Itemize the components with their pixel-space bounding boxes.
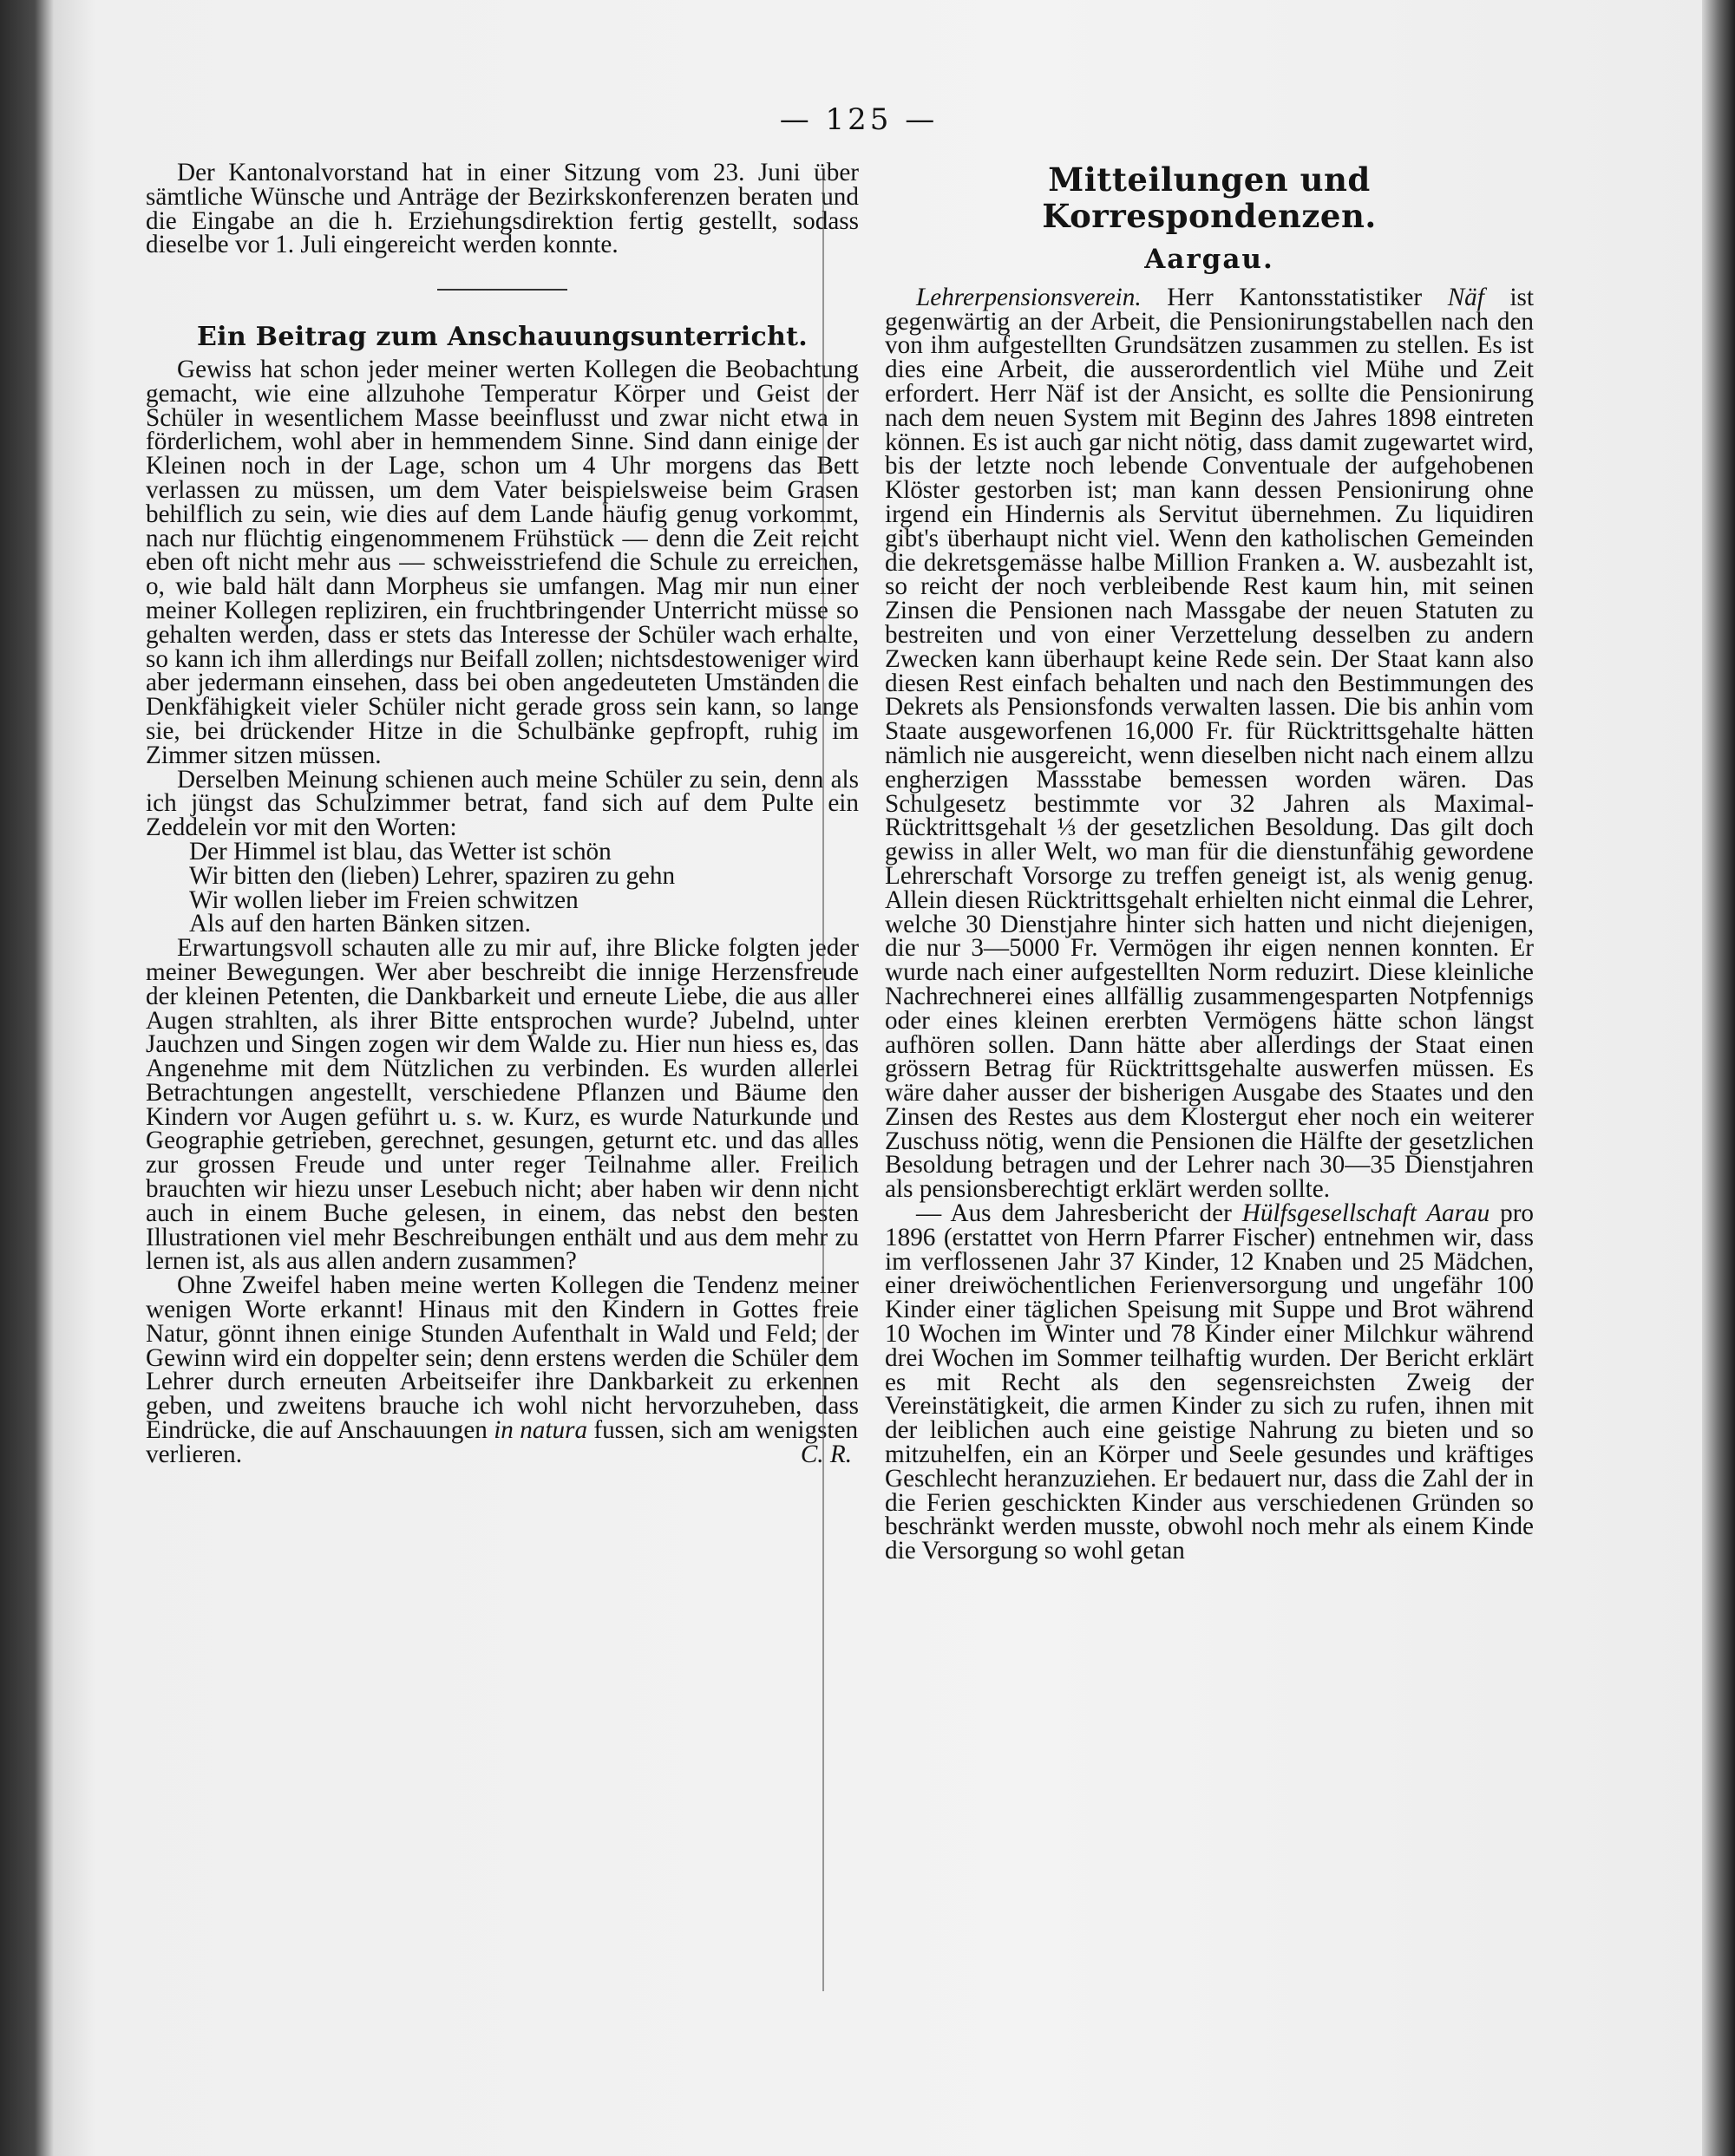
article-paragraph-2: Derselben Meinung schienen auch meine Schüler zu sein, denn als ich jüngst das Schulzimmer betrat, fand sich auf dem Pulte ein Zeddelein vor mit den Worten: [146, 765, 859, 842]
article-title: Ein Beitrag zum Anschauungsunterricht. [196, 322, 809, 353]
poem-line: Der Himmel ist blau, das Wetter ist schön [189, 837, 612, 866]
section-title: Mitteilungen und Korrespondenzen. [1042, 160, 1377, 235]
section-separator [437, 289, 567, 291]
pension-paragraph [885, 283, 1535, 1204]
paragraph-4-last-word: verlieren. [146, 1440, 243, 1468]
paragraph-4-text-end: fussen, sich am wenigsten [593, 1416, 859, 1445]
pension-label: Lehrerpensionsverein. [916, 283, 1142, 311]
signature-line [146, 1440, 859, 1468]
poem [189, 837, 859, 938]
statistician-name: Näf [1447, 283, 1484, 311]
pension-text-a: Herr Kantonsstatistiker [1167, 283, 1423, 311]
page-number: — 125 — [779, 102, 939, 137]
paragraph-4-italic: in natura [494, 1416, 588, 1445]
region-title: Aargau. [1144, 244, 1274, 275]
article-paragraph-4 [146, 1271, 859, 1445]
article-paragraph-1: Gewiss hat schon jeder meiner werten Kollegen die Beobachtung gemacht, wie eine allzuhohe Temperatur Körper und Geist der Schüler in wesentlichem Masse beeinflusst und zwar nicht etwa in förderlichem, wohl aber in hemmendem Sinne. Sind dann einige der Kleinen noch in der Lage, schon um 4 Uhr morgens das Bett verlassen zu müssen, um dem Vater beispielsweise beim Grasen behilflich zu sein, wie dies auf dem Lande häufig genug vorkommt, nach nur flüchtig eingenommenem Frühstück — denn die Zeit reicht eben oft nicht mehr aus — schweisstriefend die Schule zu erreichen, o, wie bald hält dann Morpheus sie umfangen. Mag mir nun einer meiner Kollegen repliziren, ein fruchtbringender Unterricht müsse so gehalten werden, dass er stets das Interesse der Schüler wach erhalte, so kann ich ihm allerdings nur Beifall zollen; nichtsdestoweniger wird aber jedermann einsehen, dass bei oben angedeuteten Umständen die Denkfähigkeit vieler Schüler nicht gerade gross sein kann, so lange sie, bei drückender Hitze in die Schulbänke gepfropft, ruhig im Zimmer sitzen müssen. [146, 355, 859, 769]
author-signature: C. R. [800, 1440, 852, 1468]
aid-text-b: pro 1896 (erstattet von Herrn Pfarrer Fischer) entnehmen wir, dass im verflossenen Jahr 37 Kinder, 12 Knaben und 25 Mädchen, einer dreiwöchentlichen Ferienversorgung und ungefähr 100 Kinder einer täglichen Speisung mit Suppe und Brot während 10 Wochen im Winter und 78 Kinder einer Milchkur während drei Wochen im Sommer teilhaftig wurden. Der Bericht erklärt es mit Recht als den segensreichsten Zweig der Vereinstätigkeit, die armen Kinder zu sich zu rufen, ihnen mit der leiblichen auch eine geistige Nahrung zu bieten und so mitzuhelfen, ein an Körper und Seele gesundes und kräftiges Geschlecht heranzuziehen. Er bedauert nur, dass die Zahl der in die Ferien geschickten Kinder aus verschiedenen Gründen so beschränkt werden musste, obwohl noch mehr als einem Kinde die Versorgung so wohl getan [885, 1199, 1535, 1565]
right-column [885, 161, 1534, 1564]
column-divider [822, 170, 824, 1991]
aid-text-a: — Aus dem Jahresbericht der [916, 1199, 1232, 1228]
aid-society-paragraph [885, 1199, 1535, 1565]
left-column [146, 161, 859, 1467]
document-page [52, 0, 1700, 2156]
poem-line: Wir wollen lieber im Freien schwitzen [189, 885, 579, 914]
page-edge-shadow [1702, 0, 1735, 2156]
article-paragraph-3: Erwartungsvoll schauten alle zu mir auf, ihre Blicke folgten jeder meiner Bewegungen. Wer aber beschreibt die innige Herzensfreude der kleinen Petenten, die Dankbarkeit und erneute Liebe, die aus aller Augen strahlten, als ihrer Bitte entsprochen wurde? Jubelnd, unter Jauchzen und Singen zogen wir dem Walde zu. Hier nun hiess es, das Angenehme mit dem Nützlichen zu verbinden. Es wurden allerlei Betrachtungen angestellt, verschiedene Pflanzen und Bäume den Kindern vor Augen geführt u. s. w. Kurz, es wurde Naturkunde und Geographie getrieben, gerechnet, gesungen, geturnt etc. und das alles zur grossen Freude und unter reger Teilnahme aller. Freilich brauchten wir hiezu unser Lesebuch nicht; aber haben wir denn nicht auch in einem Buche gelesen, in einem, das nebst den besten Illustrationen viel mehr Beschreibungen enthält und aus dem mehr zu lernen ist, als aus allen andern zusammen? [146, 934, 859, 1276]
poem-line: Wir bitten den (lieben) Lehrer, spaziren zu gehn [189, 861, 676, 890]
aid-society-name: Hülfsgesellschaft Aarau [1241, 1199, 1490, 1228]
paragraph-4-text-start: Ohne Zweifel haben meine werten Kollegen die Tendenz meiner wenigen Worte erkannt! Hinaus mit den Kindern in Gottes freie Natur, gönnt ihnen einige Stunden Aufenthalt in Wald und Feld; der Gewinn wird ein doppelter sein; denn erstens werden die Schüler dem Lehrer durch erneuten Arbeitseifer ihre Dankbarkeit zu erkennen geben, und zweitens brauche ich wohl nicht hervorzuheben, dass Eindrücke, die auf Anschauungen [146, 1271, 859, 1445]
intro-paragraph: Der Kantonalvorstand hat in einer Sitzung vom 23. Juni über sämtliche Wünsche und Anträge der Bezirkskonferenzen beraten und die Eingabe an die h. Erziehungsdirektion fertig gestellt, sodass dieselbe vor 1. Juli eingereicht werden konnte. [146, 159, 859, 259]
pension-text-b: ist gegenwärtig an der Arbeit, die Pensionirungstabellen nach den von ihm aufgestellten Grundsätzen zusammen zu stellen. Es ist dies eine Arbeit, die ausserordentlich viel Mühe und Zeit erfordert. Herr Näf ist der Ansicht, es sollte die Pensionirung nach dem neuen System mit Beginn des Jahres 1898 eintreten können. Es ist auch gar nicht nötig, dass damit zugewartet wird, bis der letzte noch lebende Conventuale der aufgehobenen Klöster gestorben ist; man kann dessen Pensionirung ohne irgend ein Hindernis als Servitut übernehmen. Zu liquidiren gibt's überhaupt nicht viel. Wenn den katholischen Gemeinden die dekretsgemässe halbe Million Franken a. W. ausbezahlt ist, so reicht der noch verbleibende Rest kaum hin, mit seinen Zinsen die Pensionen nach Massgabe der neuen Statuten zu bestreiten und von einer Verzettelung desselben zu andern Zwecken kann überhaupt keine Rede sein. Der Staat kann also diesen Rest einfach behalten und nach den Bestimmungen des Dekrets als Pensionsfonds verwalten lassen. Die bis anhin vom Staate ausgeworfenen 16,000 Fr. für Rücktrittsgehalte hätten nämlich nie ausgereicht, wenn dieselben nicht nach einem allzu engherzigen Massstabe bemessen worden wären. Das Schulgesetz bestimmte vor 32 Jahren als Maximal-Rücktrittsgehalt ⅓ der gesetzlichen Besoldung. Das gilt doch gewiss in aller Welt, wo man für die dienstunfähig gewordene Lehrerschaft Vorsorge zu treffen geneigt ist, als wenig genug. Allein diesen Rücktrittsgehalt erhielten nicht einmal die Lehrer, welche 30 Dienstjahre hinter sich hatten und nicht diejenigen, die nur 3—5000 Fr. Vermögen ihr eigen nennen konnten. Er wurde nach einer aufgestellten Norm reduzirt. Diese kleinliche Nachrechnerei eines allfällig zusammengesparten Notpfennigs oder eines kleinen ererbten Vermögens hätte schon längst aufhören sollen. Dann hätte aber allerdings der Staat einen grössern Betrag für Rücktrittsgehalte auswerfen müssen. Es wäre daher ausser der bisherigen Ausgabe des Staates und den Zinsen des Restes aus dem Klostergut eher noch ein weiterer Zuschuss nötig, wenn die Pensionen die Hälfte der gesetzlichen Besoldung betragen und der Lehrer nach 30—35 Dienstjahren als pensionsberechtigt erklärt werden sollte. [885, 283, 1535, 1204]
poem-line: Als auf den harten Bänken sitzen. [189, 910, 531, 938]
